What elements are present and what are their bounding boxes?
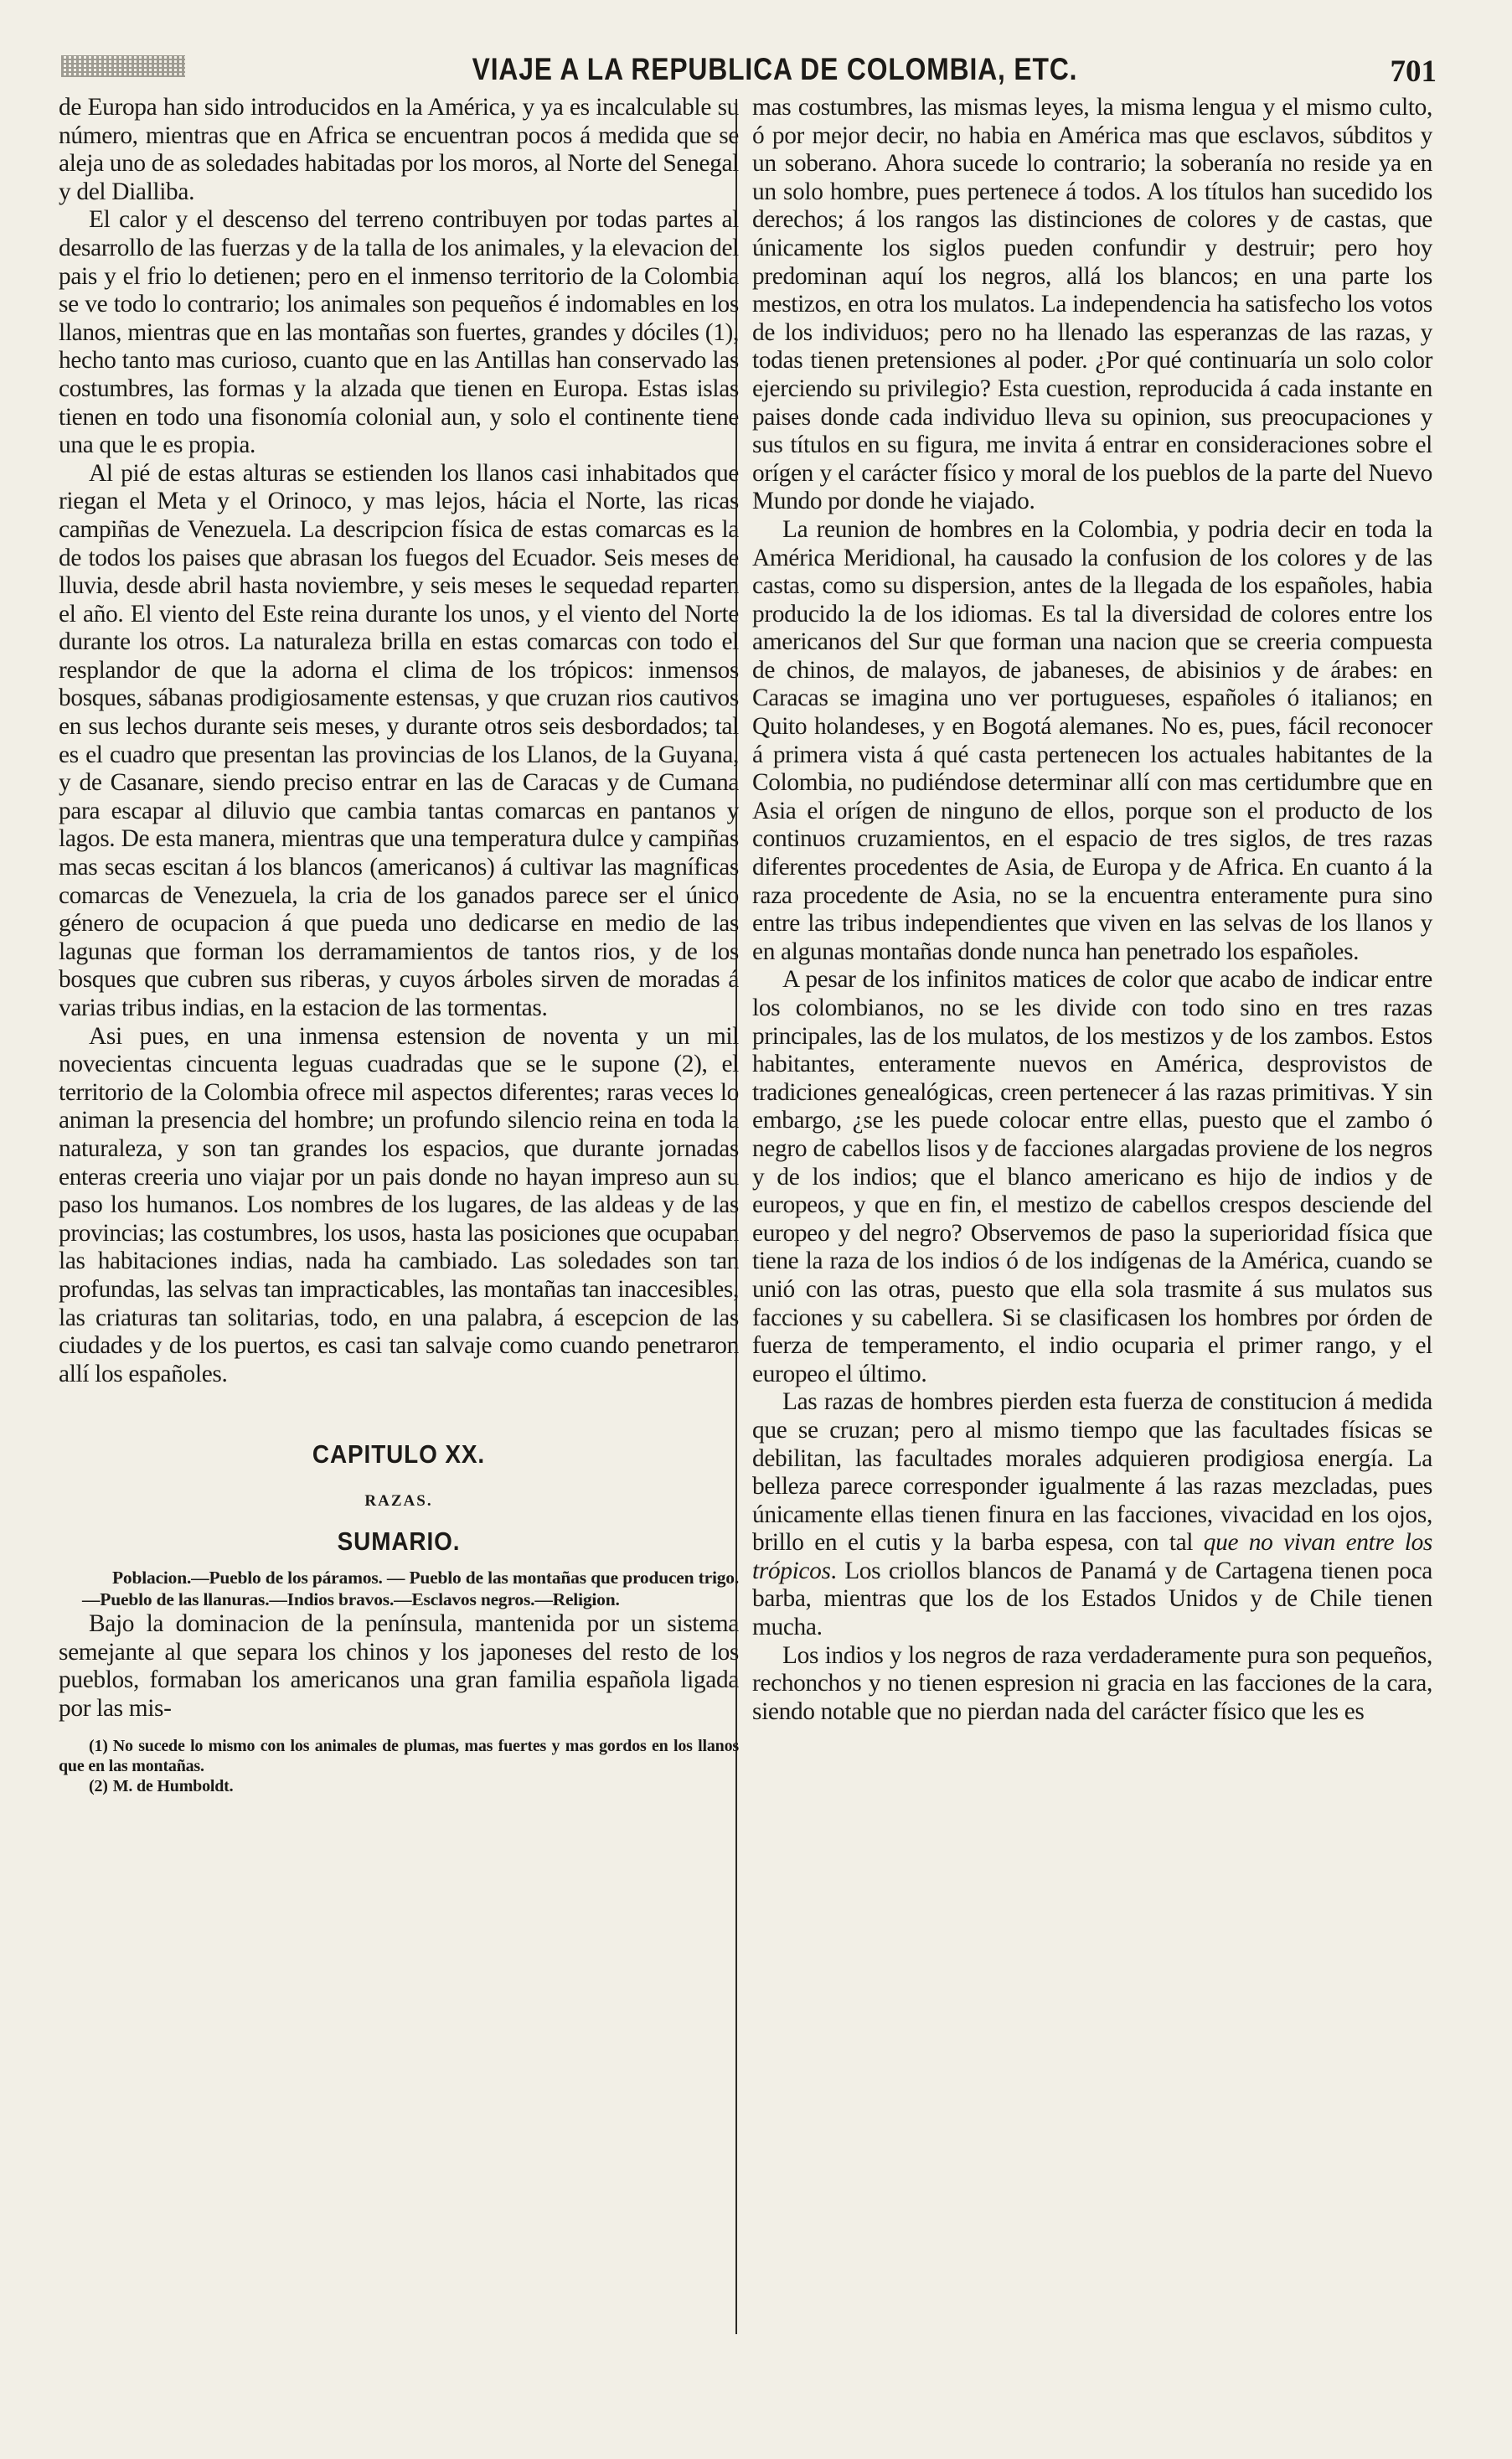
summary-text: Poblacion.—Pueblo de los páramos. — Pueblo de las montañas que producen trigo.—Pueblo de las llanuras.—Indios bravos.—Esclavos negros.—Religion.: [82, 1568, 739, 1610]
summary-title: SUMARIO.: [337, 1526, 461, 1556]
page-number: 701: [1390, 54, 1437, 89]
paragraph: [752, 1388, 1432, 1641]
footnote-mark: (1): [89, 1737, 108, 1756]
footnote-mark: (2): [89, 1777, 108, 1796]
paragraph: mas costumbres, las mismas leyes, la misma lengua y el mismo culto, ó por mejor decir, no habia en América mas que esclavos, súbditos y un soberano. Ahora sucede lo contrario; la soberanía no reside ya en un solo hombre, pues pertenece á todos. A los títulos han sucedido los derechos; á los rangos las distinciones de colores y de castas, que únicamente los siglos pueden confundir y destruir; pero hoy predominan aquí los negros, allá los blancos; en una parte los mestizos, en otra los mulatos. La independencia ha satisfecho los votos de los individuos; pero no ha llenado las esperanzas de las razas, y todas tienen pretensiones al poder. ¿Por qué continuaría un solo color ejerciendo su privilegio? Esta cuestion, reproducida á cada instante en paises donde cada individuo lleva su opinion, sus preocupaciones y sus títulos en su figura, me invita á entrar en consideraciones sobre el orígen y el carácter físico y moral de los pueblos de la parte del Nuevo Mundo por donde he viajado.: [752, 94, 1432, 515]
footnote: [59, 1776, 739, 1796]
running-title: VIAJE A LA REPUBLICA DE COLOMBIA, ETC.: [472, 52, 1078, 86]
paragraph: Al pié de estas alturas se estienden los llanos casi inhabitados que riegan el Meta y el Orinoco, y mas lejos, hácia el Norte, las ricas campiñas de Venezuela. La descripcion física de estas comarcas es la de todos los paises que abrasan los fuegos del Ecuador. Seis meses de lluvia, desde abril hasta noviembre, y seis meses le sequedad reparten el año. El viento del Este reina durante los unos, y el viento del Norte durante los otros. La naturaleza brilla en estas comarcas con todo el resplandor de que la adorna el clima de los trópicos: inmensos bosques, sábanas prodigiosamente estensas, y que cruzan rios cautivos en sus lechos durante seis meses, y durante otros seis desbordados; tal es el cuadro que presentan las provincias de los Llanos, de la Guyana, y de Casanare, siendo preciso entrar en las de Caracas y de Cumana para escapar al diluvio que cambia tantas comarcas en pantanos y lagos. De esta manera, mientras que una temperatura dulce y campiñas mas secas escitan á los blancos (americanos) á cultivar las magníficas comarcas de Venezuela, la cria de los ganados parece ser el único género de ocupacion á que pueda uno dedicarse en medio de las lagunas que forman los derramamientos de tantos rios, y de los bosques que cubren sus riberas, y cuyos árboles sirven de moradas á varias tribus indias, en la estacion de las tormentas.: [59, 459, 739, 1021]
left-column: [59, 94, 739, 2339]
right-column: [752, 94, 1432, 2339]
paragraph-text: . Los criollos blancos de Panamá y de Cartagena tienen poca barba, mientras que los de los Estados Unidos y de Chile tienen mucha.: [752, 1557, 1432, 1641]
paragraph: Los indios y los negros de raza verdaderamente pura son pequeños, rechonchos y no tienen espresion ni gracia en las facciones de la cara, siendo notable que no pierdan nada del carácter físico que les es: [752, 1641, 1432, 1725]
footnote-text: M. de Humboldt.: [112, 1777, 234, 1796]
paragraph: La reunion de hombres en la Colombia, y podria decir en toda la América Meridional, ha causado la confusion de los colores y de las castas, como su dispersion, antes de la llegada de los españoles, habia producido la de los idiomas. Es tal la diversidad de colores entre los americanos del Sur que forman una nacion que se creeria compuesta de chinos, de malayos, de jabaneses, de abisinios y de árabes: en Caracas se imagina uno ver portugueses, españoles ó italianos; en Quito holandeses, y en Bogotá alemanes. No es, pues, fácil reconocer á primera vista á qué casta pertenecen los actuales habitantes de la Colombia, no pudiéndose determinar allí con mas certidumbre que en Asia el orígen de ninguno de ellos, porque son el producto de los continuos cruzamientos, en el espacio de tres siglos, de tres razas diferentes procedentes de Asia, de Europa y de Africa. En cuanto á la raza procedente de Asia, no se la encuentra enteramente pura sino entre las tribus independientes que viven en las selvas de los llanos y en algunas montañas donde nunca han penetrado los españoles.: [752, 515, 1432, 965]
paragraph: A pesar de los infinitos matices de color que acabo de indicar entre los colombianos, no se les divide con todo sino en tres razas principales, las de los mulatos, de los mestizos y de los zambos. Estos habitantes, enteramente nuevos en América, desprovistos de tradiciones genealógicas, creen pertenecer á las razas primitivas. Y sin embargo, ¿se les puede colocar entre ellas, puesto que el zambo ó negro de cabellos lisos y de facciones alargadas proviene de los negros y de los indios; que el blanco americano es hijo de indios y de europeos, y que en fin, el mestizo de cabellos crespos desciende del europeo y del negro? Observemos de paso la superioridad física que tiene la raza de los indios ó de los indígenas de la América, cuando se unió con las otras, puesto que ella sola trasmite á sus mulatos sus facciones y su cabellera. Si se clasificasen los hombres por órden de fuerza de temperamento, el indio ocuparia el primer rango, y el europeo el último.: [752, 966, 1432, 1387]
page-header: [46, 44, 1462, 90]
paragraph: El calor y el descenso del terreno contribuyen por todas partes al desarrollo de las fuerzas y de la talla de los animales, y la elevacion del pais y el frio lo detienen; pero en el inmenso territorio de la Colombia se ve todo lo contrario; los animales son pequeños é indomables en los llanos, mientras que en las montañas son fuertes, grandes y dóciles (1), hecho tanto mas curioso, cuanto que en las Antillas han conservado las costumbres, las formas y la alzada que tienen en Europa. Estas islas tienen en todo una fisonomía colonial aun, y solo el continente tiene una que le es propia.: [59, 206, 739, 459]
paragraph: Bajo la dominacion de la península, mantenida por un sistema semejante al que separa los chinos y los japoneses del resto de los pueblos, formaban los americanos una gran familia española ligada por las mis-: [59, 1610, 739, 1722]
footnotes: [59, 1736, 739, 1796]
paragraph: de Europa han sido introducidos en la América, y ya es incalculable su número, mientras que en Africa se encuentran pocos á medida que se aleja uno de as soledades habitadas por los moros, al Norte del Senegal y del Dialliba.: [59, 94, 739, 205]
paragraph: Asi pues, en una inmensa estension de noventa y un mil novecientas cincuenta leguas cuadradas que se le supone (2), el territorio de la Colombia ofrece mil aspectos diferentes; raras veces lo animan la presencia del hombre; un profundo silencio reina en toda la naturaleza, y son tan grandes los espacios, que durante jornadas enteras creeria uno viajar por un pais donde no hayan impreso aun su paso los humanos. Los nombres de los lugares, de las aldeas y de las provincias; las costumbres, los usos, hasta las posiciones que ocupaban las habitaciones indias, nada ha cambiado. Las soledades son tan profundas, las selvas tan impracticables, las montañas tan inaccesibles, las criaturas tan solitarias, todo, en una palabra, á escepcion de las ciudades y de los puertos, es casi tan salvaje como cuando penetraron allí los españoles.: [59, 1022, 739, 1387]
footnote: [59, 1736, 739, 1776]
footnote-text: No sucede lo mismo con los animales de plumas, mas fuertes y mas gordos en los llanos que en las montañas.: [59, 1737, 739, 1776]
italic-phrase: que no vivan entre los trópicos: [752, 1529, 1433, 1584]
chapter-title: CAPITULO XX.: [312, 1439, 486, 1470]
paragraph-text: Las razas de hombres pierden esta fuerza de constitucion á medida que se cruzan; pero al mismo tiempo que las facultades físicas se debilitan, las facultades morales adquieren prodigiosa energía. La belleza parece corresponder igualmente á las razas mezcladas, pues únicamente ellas tienen finura en las facciones, vivacidad en los ojos, brillo en el cutis y la barba espesa, con tal: [752, 1388, 1432, 1557]
chapter-subtitle: RAZAS.: [364, 1491, 433, 1510]
header-ornament: [61, 55, 185, 77]
